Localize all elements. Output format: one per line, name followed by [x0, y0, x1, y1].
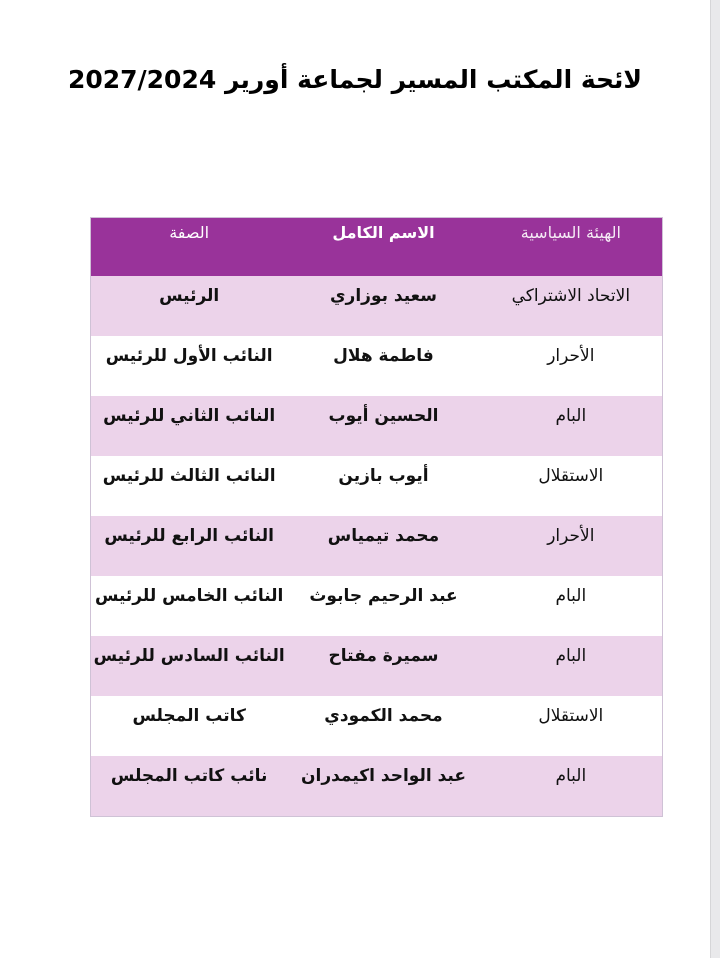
- header-party: الهيئة السياسية: [520, 223, 621, 242]
- table-row: [91, 276, 662, 336]
- cell-name: فاطمة هلال: [333, 346, 434, 366]
- table-header-row: [91, 218, 662, 276]
- cell-party: البام: [555, 646, 587, 666]
- cell-role: كاتب المجلس: [132, 706, 246, 726]
- cell-role: النائب الرابع للرئيس: [104, 526, 274, 546]
- table-row: [91, 396, 662, 456]
- cell-party: الاستقلال: [538, 706, 604, 726]
- cell-party: البام: [555, 766, 587, 786]
- table-row: [91, 336, 662, 396]
- cell-name: أيوب بازين: [338, 466, 429, 486]
- cell-name: عبد الرحيم جابوث: [309, 586, 458, 606]
- cell-name: محمد الكمودي: [324, 706, 443, 726]
- cell-party: الأحرار: [547, 346, 595, 366]
- table-row: [91, 696, 662, 756]
- table-row: [91, 756, 662, 816]
- cell-party: الأحرار: [547, 526, 595, 546]
- table-row: [91, 576, 662, 636]
- cell-role: النائب الثالث للرئيس: [102, 466, 276, 486]
- cell-role: النائب السادس للرئيس: [93, 646, 285, 666]
- cell-name: عبد الواحد اكيمدران: [300, 766, 466, 786]
- table-row: [91, 636, 662, 696]
- cell-role: النائب الأول للرئيس: [105, 346, 273, 366]
- cell-party: الاتحاد الاشتراكي: [511, 286, 631, 306]
- cell-role: الرئيس: [159, 286, 220, 306]
- cell-role: نائب كاتب المجلس: [110, 766, 268, 786]
- cell-name: محمد تيمياس: [327, 526, 440, 546]
- header-name: الاسم الكامل: [332, 223, 435, 242]
- header-role: الصفة: [169, 223, 210, 242]
- cell-role: النائب الخامس للرئيس: [94, 586, 284, 606]
- table-row: [91, 516, 662, 576]
- cell-party: البام: [555, 406, 587, 426]
- document-title: لائحة المكتب المسير لجماعة أورير 2027/2024: [67, 65, 643, 94]
- cell-name: سعيد بوزاري: [329, 286, 437, 306]
- cell-role: النائب الثاني للرئيس: [103, 406, 276, 426]
- office-table: [90, 217, 663, 817]
- cell-party: البام: [555, 586, 587, 606]
- table-row: [91, 456, 662, 516]
- cell-name: سميرة مفتاح: [328, 646, 439, 666]
- cell-name: الحسين أيوب: [328, 406, 439, 426]
- cell-party: الاستقلال: [538, 466, 604, 486]
